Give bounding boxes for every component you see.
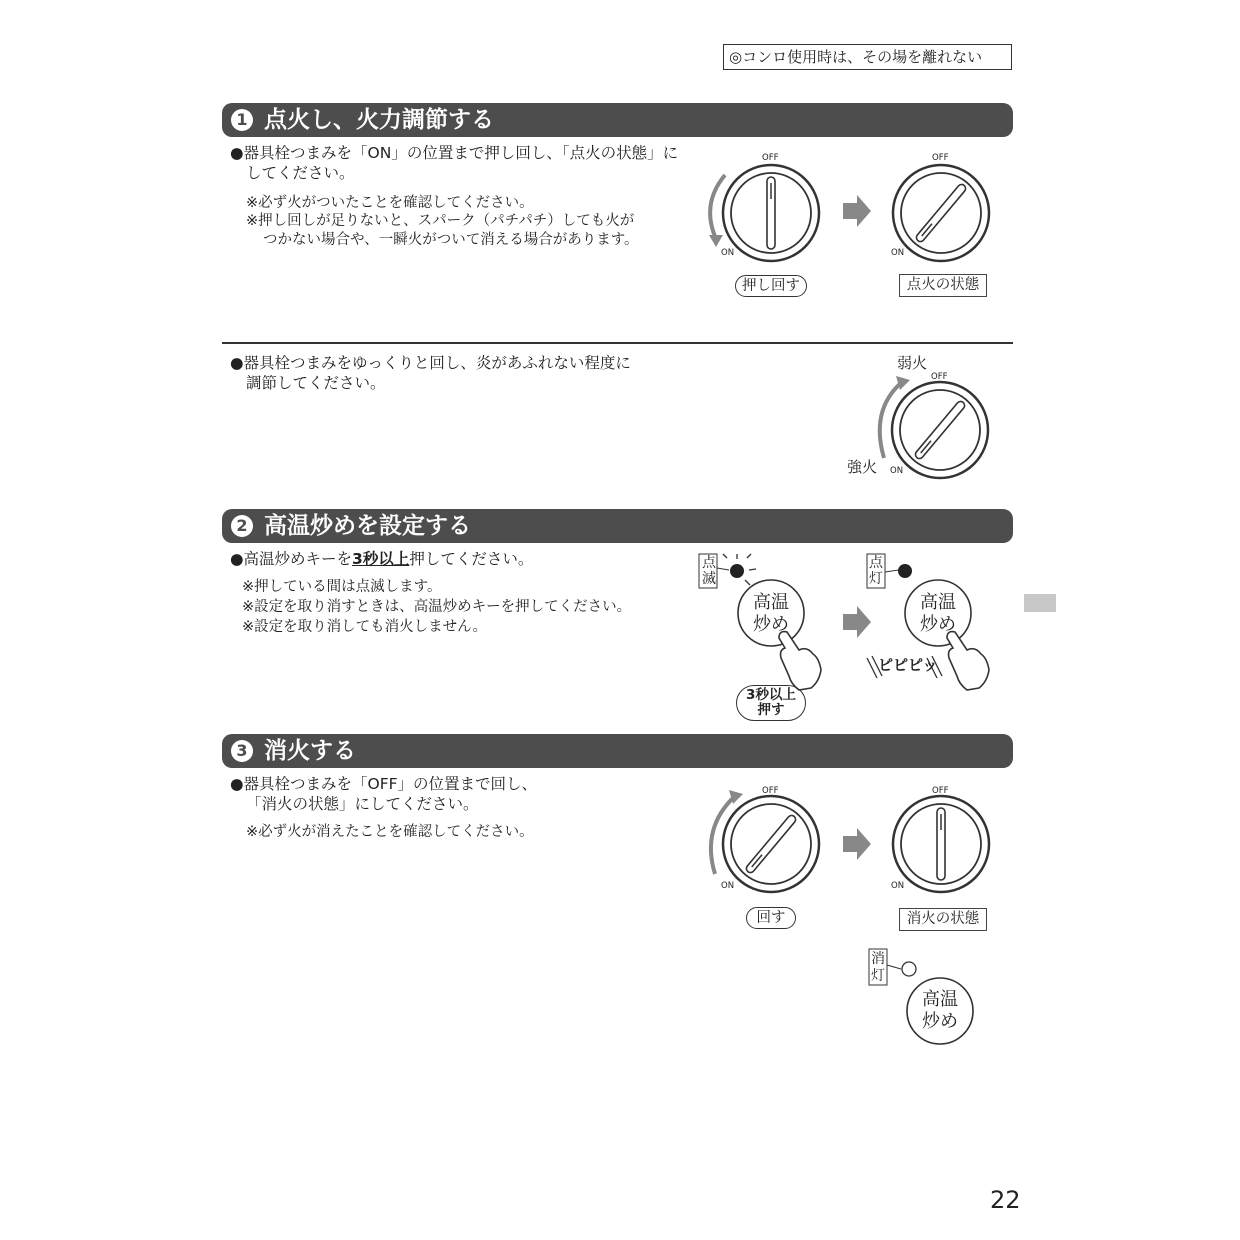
- unlit-led-icon: [902, 962, 916, 976]
- blink-label: 点 滅: [702, 555, 716, 587]
- svg-text:OFF: OFF: [932, 786, 949, 796]
- turn-label: 回す: [746, 907, 796, 929]
- note-line: ※押している間は点滅します。: [242, 579, 442, 595]
- knob-icon: [893, 796, 989, 892]
- side-index-tab: [1024, 594, 1056, 612]
- svg-text:ON: ON: [721, 881, 735, 891]
- section-title: 高温炒めを設定する: [264, 513, 471, 539]
- svg-text:ON: ON: [890, 466, 904, 476]
- off-label: 消 灯: [871, 951, 885, 984]
- knob-diagram-extinguish: [695, 778, 1005, 898]
- hand-press-icon: [779, 632, 821, 690]
- section-divider: [222, 342, 1013, 344]
- ignited-state-label: 点火の状態: [899, 274, 987, 297]
- section-number: 2: [231, 515, 253, 537]
- section-title: 点火し、火力調節する: [264, 107, 494, 133]
- lit-led-icon: [898, 564, 912, 578]
- hold-3s-label: 3秒以上 押す: [736, 685, 806, 721]
- instruction-line: 「消火の状態」にしてください。: [246, 795, 479, 813]
- weak-flame-label: 弱火: [897, 354, 928, 372]
- instruction-line: 調節してください。: [246, 374, 386, 392]
- knob-icon: [893, 165, 989, 261]
- instruction-line: ●器具栓つまみをゆっくりと回し、炎があふれない程度に: [230, 354, 631, 372]
- arrow-right-icon: [843, 606, 871, 638]
- push-turn-label: 押し回す: [735, 275, 807, 297]
- instruction-line: ●器具栓つまみを「OFF」の位置まで回し、: [230, 775, 538, 793]
- page-number: 22: [990, 1186, 1021, 1214]
- note-line: ※必ず火が消えたことを確認してください。: [246, 824, 534, 840]
- strong-flame-label: 強火: [847, 458, 878, 476]
- knob-icon: [723, 165, 819, 261]
- svg-text:OFF: OFF: [932, 153, 949, 163]
- arrow-right-icon: [843, 195, 871, 227]
- note-line: つかない場合や、一瞬火がついて消える場合があります。: [263, 232, 639, 248]
- svg-text:ON: ON: [721, 248, 735, 258]
- note-line: ※押し回しが足りないと、スパーク（パチパチ）しても火が: [246, 213, 635, 229]
- instruction-line: ●高温炒めキーを3秒以上押してください。: [230, 550, 534, 568]
- note-line: ※必ず火がついたことを確認してください。: [246, 195, 534, 211]
- extinguished-state-label: 消火の状態: [899, 908, 987, 931]
- svg-text:OFF: OFF: [762, 153, 779, 163]
- blinking-led-icon: [730, 564, 744, 578]
- svg-text:OFF: OFF: [931, 372, 948, 382]
- knob-icon: [723, 796, 819, 892]
- high-temp-key-label: 高温 炒め: [920, 592, 956, 635]
- lit-label: 点 灯: [869, 555, 883, 587]
- hand-press-icon: [947, 632, 989, 690]
- emphasis: 3秒以上: [352, 550, 410, 568]
- instruction-line: してください。: [246, 164, 355, 182]
- section-3-header: [222, 734, 1013, 768]
- instruction-line: ●器具栓つまみを「ON」の位置まで押し回し、「点火の状態」に: [230, 144, 679, 162]
- high-temp-key-label: 高温 炒め: [753, 592, 789, 635]
- svg-text:ON: ON: [891, 881, 905, 891]
- section-1-header: [222, 103, 1013, 137]
- arrow-right-icon: [843, 828, 871, 860]
- beep-label: ピピピッ: [878, 656, 938, 674]
- safety-notice: ◎コンロ使用時は、その場を離れない: [723, 44, 1012, 70]
- section-number: 1: [231, 109, 253, 131]
- section-title: 消火する: [264, 738, 356, 764]
- knob-icon: [892, 382, 988, 478]
- svg-text:ON: ON: [891, 248, 905, 258]
- section-2-header: [222, 509, 1013, 543]
- svg-text:OFF: OFF: [762, 786, 779, 796]
- note-line: ※設定を取り消すときは、高温炒めキーを押してください。: [242, 599, 632, 615]
- note-line: ※設定を取り消しても消火しません。: [242, 619, 488, 635]
- section-number: 3: [231, 740, 253, 762]
- high-temp-key-label: 高温 炒め: [922, 989, 958, 1032]
